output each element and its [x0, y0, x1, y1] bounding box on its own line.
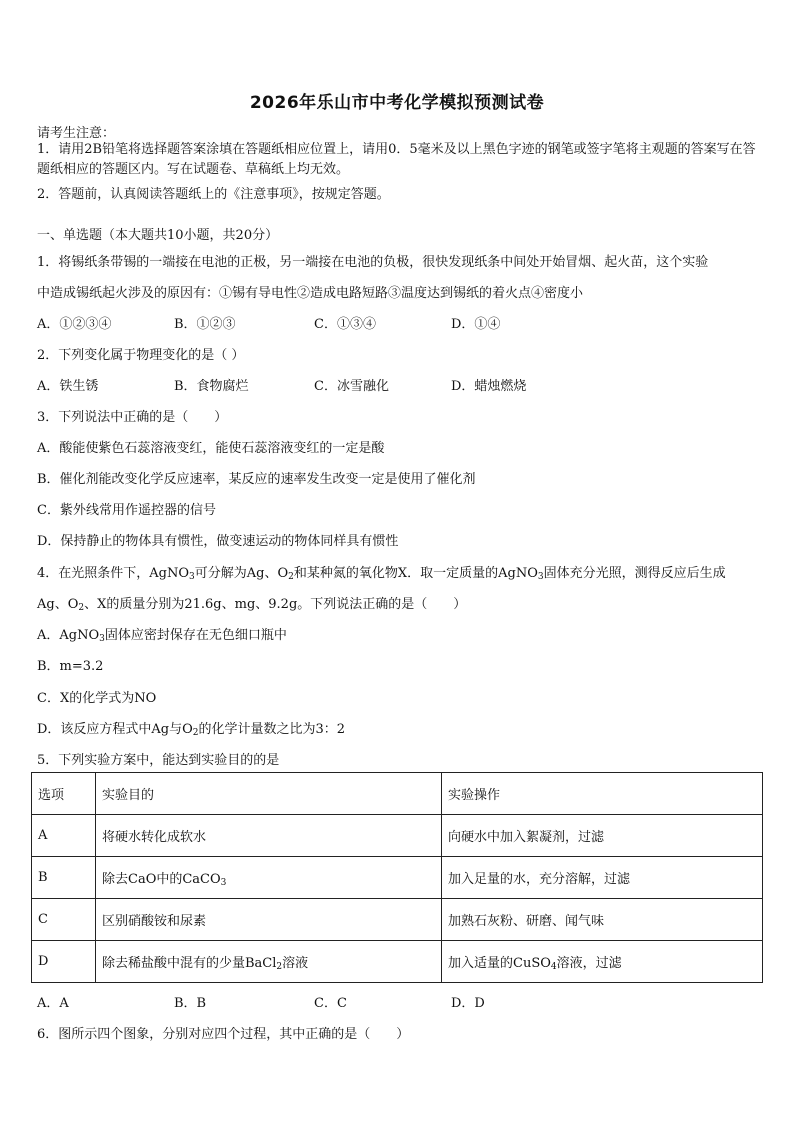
cell-purpose: [96, 941, 442, 983]
cell-purpose: 将硬水转化成软水: [96, 815, 442, 857]
subscript: 3: [189, 572, 195, 582]
cell-option: B: [32, 857, 96, 899]
q4-text: Ag、O: [37, 597, 79, 612]
q4-text: A．AgNO: [37, 628, 100, 643]
q3-option-b: B．催化剂能改变化学反应速率，某反应的速率发生改变一定是使用了催化剂: [37, 472, 476, 487]
experiment-table: [31, 772, 763, 983]
table-row: [32, 815, 763, 857]
q5-option-c: C．C: [314, 996, 347, 1011]
q4-text: 和某种氮的氧化物X．取一定质量的AgNO: [293, 566, 538, 581]
cell-operation: 加熟石灰粉、研磨、闻气味: [442, 899, 763, 941]
q1-option-b: B．①②③: [174, 317, 236, 332]
cell-operation: [442, 941, 763, 983]
q1-option-d: D．①④: [451, 317, 501, 332]
subscript: 2: [288, 572, 294, 582]
q2-option-c: C．冰雪融化: [314, 379, 389, 394]
notice-item-1: 1．请用2B铅笔将选择题答案涂填在答题纸相应位置上，请用0．5毫米及以上黑色字迹的钢笔或签字笔将主观题的答案写在答题纸相应的答题区内。写在试题卷、草稿纸上均无效。: [37, 142, 756, 177]
cell-operation: 加入足量的水，充分溶解，过滤: [442, 857, 763, 899]
cell-purpose: 区别硝酸铵和尿素: [96, 899, 442, 941]
q4-text: 4．在光照条件下，AgNO: [37, 566, 190, 581]
q1-option-a: A．①②③④: [37, 317, 112, 332]
notice-item-2: 2．答题前，认真阅读答题纸上的《注意事项》，按规定答题。: [37, 187, 390, 202]
q5-option-a: A．A: [37, 996, 69, 1011]
q2-option-b: B．食物腐烂: [174, 379, 249, 394]
cell-text: 溶液: [282, 956, 309, 971]
cell-option: C: [32, 899, 96, 941]
subscript: 2: [276, 962, 283, 972]
q2-stem: 2．下列变化属于物理变化的是（ ）: [37, 348, 245, 363]
cell-purpose: [96, 857, 442, 899]
page-title: 2026年乐山市中考化学模拟预测试卷: [249, 93, 545, 113]
table-row: [32, 857, 763, 899]
q3-stem: 3．下列说法中正确的是（ ）: [37, 410, 228, 425]
cell-option: D: [32, 941, 96, 983]
q4-text: 、X的质量分别为21.6g、mg、9.2g。下列说法正确的是（ ）: [84, 597, 467, 612]
q4-option-d: [37, 718, 345, 737]
subscript: 3: [537, 572, 544, 582]
q3-option-c: C．紫外线常用作遥控器的信号: [37, 503, 216, 518]
q1-stem-line2: 中造成锡纸起火涉及的原因有：①锡有导电性②造成电路短路③温度达到锡纸的着火点④密度小: [37, 286, 584, 301]
q4-text: 固体充分光照，测得反应后生成: [543, 566, 726, 581]
q5-stem: 5．下列实验方案中，能达到实验目的的是: [37, 753, 280, 768]
header-cell-option: 选项: [32, 773, 96, 815]
cell-text: 除去稀盐酸中混有的少量BaCl: [102, 956, 277, 971]
cell-text: 除去CaO中的CaCO: [102, 872, 221, 887]
cell-text: 溶液，过滤: [556, 956, 622, 971]
table-header-row: [32, 773, 763, 815]
subscript: 2: [78, 603, 85, 613]
q4-text: 固体应密封保存在无色细口瓶中: [104, 628, 287, 643]
q4-text: 可分解为Ag、O: [194, 566, 289, 581]
subscript: 2: [192, 728, 199, 738]
table-row: [32, 941, 763, 983]
q4-stem-line2: [37, 593, 466, 612]
subscript: 3: [220, 878, 227, 888]
q2-options: [37, 375, 757, 393]
header-cell-purpose: 实验目的: [96, 773, 442, 815]
q5-option-b: B．B: [174, 996, 207, 1011]
q4-option-c: C．X的化学式为NO: [37, 691, 157, 706]
q2-option-a: A．铁生锈: [37, 379, 99, 394]
q1-options: [37, 313, 757, 331]
table-row: [32, 899, 763, 941]
q3-option-d: D．保持静止的物体具有惯性，做变速运动的物体同样具有惯性: [37, 534, 399, 549]
cell-option: A: [32, 815, 96, 857]
section-heading: 一、单选题（本大题共10小题，共20分）: [37, 228, 279, 243]
q2-option-d: D．蜡烛燃烧: [451, 379, 527, 394]
q5-option-d: D．D: [451, 996, 485, 1011]
q4-text: 的化学计量数之比为3：2: [198, 722, 346, 737]
q1-option-c: C．①③④: [314, 317, 376, 332]
q5-options: [37, 992, 757, 1010]
notice-heading: 请考生注意：: [37, 126, 116, 141]
cell-text: 加入适量的CuSO: [448, 956, 551, 971]
q4-option-a: [37, 624, 287, 643]
cell-operation: 向硬水中加入絮凝剂，过滤: [442, 815, 763, 857]
q3-option-a: A．酸能使紫色石蕊溶液变红，能使石蕊溶液变红的一定是酸: [37, 441, 385, 456]
subscript: 3: [99, 634, 105, 644]
q6-stem: 6．图所示四个图象，分别对应四个过程，其中正确的是（ ）: [37, 1027, 410, 1042]
q1-stem-line1: 1．将锡纸条带锡的一端接在电池的正极，另一端接在电池的负极，很快发现纸条中间处开始冒烟、起火苗，这个实验: [37, 255, 709, 270]
q4-text: D．该反应方程式中Ag与O: [37, 722, 193, 737]
q4-option-b: B．m=3.2: [37, 659, 104, 674]
subscript: 4: [550, 962, 557, 972]
q4-stem-line1: [37, 562, 726, 581]
header-cell-operation: 实验操作: [442, 773, 763, 815]
